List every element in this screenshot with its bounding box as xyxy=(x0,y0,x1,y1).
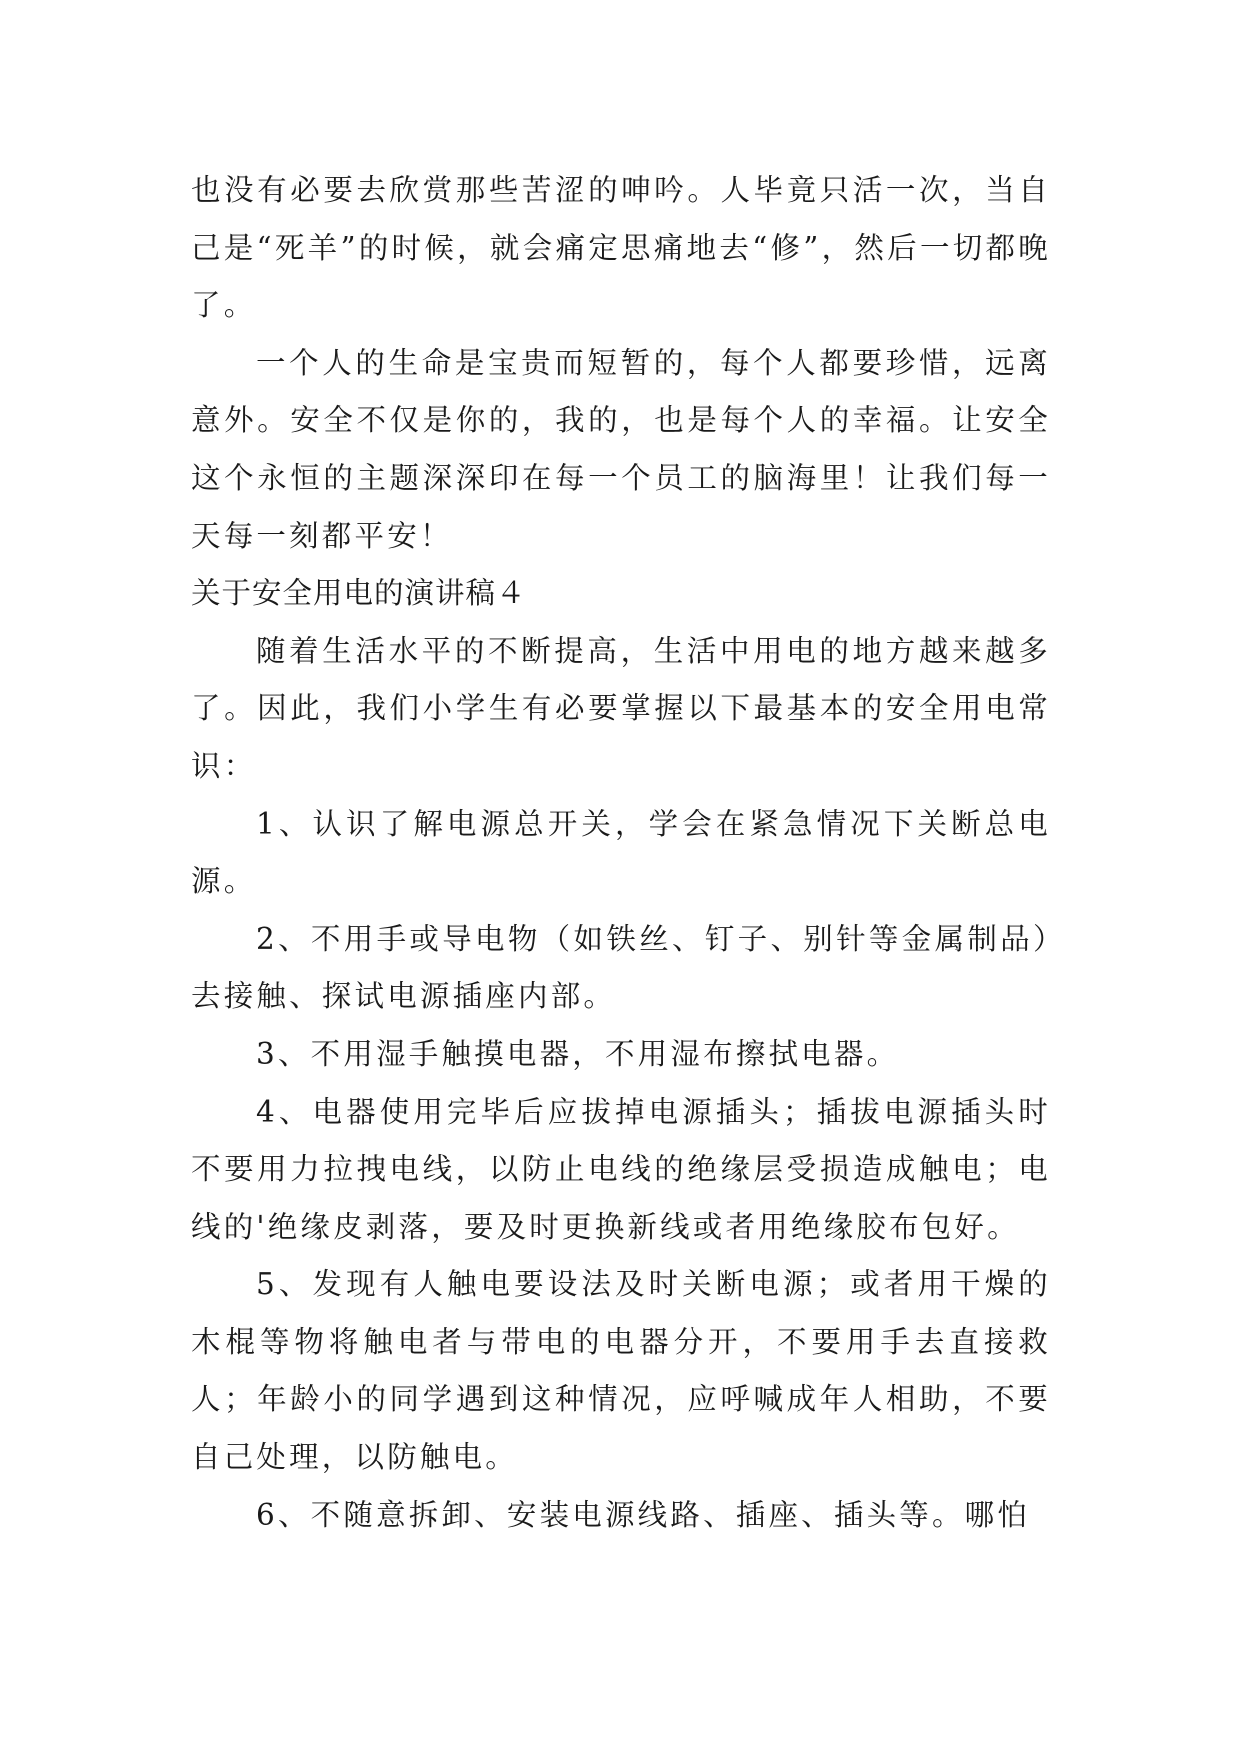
paragraph-intro: 随着生活水平的不断提高，生活中用电的地方越来越多了。因此，我们小学生有必要掌握以下最基本的安全用电常识： xyxy=(191,633,1051,783)
document-body xyxy=(191,162,1051,1544)
list-item-1: 1、认识了解电源总开关，学会在紧急情况下关断总电源。 xyxy=(191,806,1051,899)
paragraph-continuation: 也没有必要去欣赏那些苦涩的呻吟。人毕竟只活一次，当自己是“死羊”的时候，就会痛定思痛地去“修”，然后一切都晚了。 xyxy=(191,173,1051,323)
list-item-2: 2、不用手或导电物（如铁丝、钉子、别针等金属制品）去接触、探试电源插座内部。 xyxy=(191,921,1051,1014)
list-item-3: 3、不用湿手触摸电器，不用湿布擦拭电器。 xyxy=(256,1036,900,1071)
list-item-6: 6、不随意拆卸、安装电源线路、插座、插头等。哪怕 xyxy=(256,1497,1031,1532)
section-heading: 关于安全用电的演讲稿４ xyxy=(191,576,527,611)
list-item-5: 5、发现有人触电要设法及时关断电源；或者用干燥的木棍等物将触电者与带电的电器分开，不要用手去直接救人；年龄小的同学遇到这种情况，应呼喊成年人相助，不要自己处理，以防触电。 xyxy=(191,1267,1051,1475)
paragraph-safety-value: 一个人的生命是宝贵而短暂的，每个人都要珍惜，远离意外。安全不仅是你的，我的，也是每个人的幸福。让安全这个永恒的主题深深印在每一个员工的脑海里！让我们每一天每一刻都平安！ xyxy=(191,345,1051,553)
list-item-4: 4、电器使用完毕后应拔掉电源插头；插拔电源插头时不要用力拉拽电线，以防止电线的绝缘层受损造成触电；电线的'绝缘皮剥落，要及时更换新线或者用绝缘胶布包好。 xyxy=(191,1094,1051,1244)
